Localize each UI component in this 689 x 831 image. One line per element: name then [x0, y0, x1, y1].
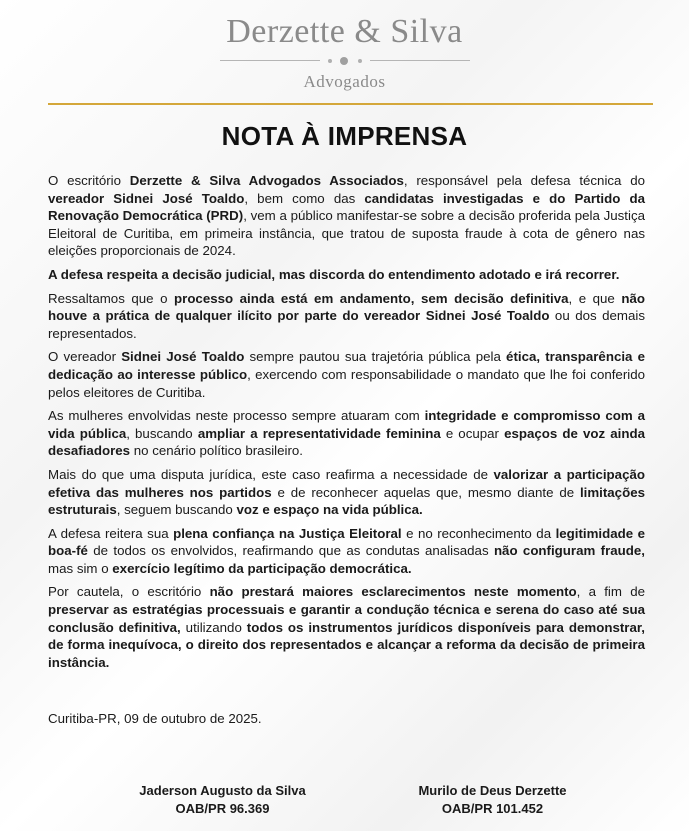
paragraph-text: As mulheres envolvidas neste processo sempre atuaram com: [48, 408, 425, 424]
ornament-line-left: [220, 60, 320, 61]
header-divider: [48, 103, 653, 105]
ornament-line-right: [370, 60, 470, 61]
emphasis-text: plena confiança na Justiça Eleitoral: [173, 525, 402, 541]
body-paragraph: [48, 348, 645, 401]
emphasis-text: ética, transparência e dedicação ao interesse público: [48, 349, 646, 382]
paragraph-text: , buscando: [126, 425, 198, 441]
emphasis-text: todos os instrumentos jurídicos disponíveis para demonstrar, de forma inequívoca, o direito dos representados e alcançar a reforma da decisão de primeira instância.: [48, 619, 645, 670]
paragraph-text: , vem a público manifestar-se sobre a decisão proferida pela Justiça Eleitoral de Curitiba, em primeira instância, que tratou de suposta fraude à cota de gênero nas eleições proporcionais de 2024.: [48, 208, 645, 259]
paragraph-text: A defesa reitera sua: [48, 525, 174, 541]
signatory-oab: OAB/PR 101.452: [441, 801, 544, 816]
emphasis-text: Derzette & Silva Advogados Associados: [129, 173, 404, 188]
paragraph-text: ou dos demais representados.: [48, 308, 645, 341]
signature-block: [110, 782, 335, 818]
paragraph-text: de todos os envolvidos, reafirmando que as condutas analisadas: [87, 543, 494, 559]
logo-ornament: [220, 56, 470, 66]
paragraph-text: O escritório: [48, 173, 130, 188]
body-paragraph: [48, 172, 645, 260]
body-paragraph: [48, 466, 645, 519]
emphasis-text: não prestará maiores esclarecimentos neste momento: [209, 584, 577, 600]
body-paragraph: [48, 583, 645, 671]
emphasis-text: Sidnei José Toaldo: [121, 349, 245, 365]
paragraph-text: utilizando: [180, 619, 247, 635]
emphasis-text: não houve a prática de qualquer ilícito por parte do vereador Sidnei José Toaldo: [48, 290, 645, 324]
signatory-name: Jaderson Augusto da Silva: [139, 783, 306, 798]
emphasis-text: candidatas investigadas e do Partido da Renovação Democrática (PRD): [48, 190, 646, 224]
emphasis-text: não configuram fraude,: [493, 543, 645, 559]
body-paragraph: [48, 407, 645, 460]
paragraph-text: mas sim o: [48, 560, 113, 576]
paragraph-text: , a fim de: [576, 584, 645, 600]
emphasis-text: exercício legítimo da participação democrática.: [112, 560, 412, 576]
emphasis-text: legitimidade e boa-fé: [48, 525, 646, 559]
paragraph-text: , e que: [568, 290, 622, 306]
letterhead: [0, 12, 689, 92]
emphasis-text: ampliar a representatividade feminina: [197, 425, 441, 441]
firm-logo-subtitle: Advogados: [303, 72, 386, 91]
emphasis-text: vereador Sidnei José Toaldo: [48, 190, 245, 206]
body-paragraph: [48, 525, 645, 578]
paragraph-text: Ressaltamos que o: [48, 290, 175, 306]
signatory-name: Murilo de Deus Derzette: [418, 783, 567, 798]
paragraph-text: Por cautela, o escritório: [48, 584, 210, 600]
document-title: NOTA À IMPRENSA: [221, 121, 468, 151]
paragraph-text: , exercendo com responsabilidade o mandato que lhe foi conferido pelos eleitores de Curitiba.: [48, 366, 645, 400]
paragraph-text: no cenário político brasileiro.: [130, 443, 303, 459]
firm-logo-name: Derzette & Silva: [226, 13, 463, 50]
signatory-oab: OAB/PR 96.369: [175, 801, 270, 816]
emphasis-text: limitações estruturais: [48, 484, 645, 518]
body-paragraph: [48, 266, 645, 284]
emphasis-text: espaços de voz ainda desafiadores: [48, 425, 645, 459]
document-body: [48, 172, 645, 677]
emphasis-text: voz e espaço na vida pública.: [236, 502, 423, 518]
paragraph-text: , responsável pela defesa técnica do: [403, 173, 645, 188]
emphasis-text: integridade e compromisso com a vida pública: [48, 408, 645, 441]
emphasis-text: valorizar a participação efetiva das mulheres nos partidos: [48, 466, 645, 500]
paragraph-text: e no reconhecimento da: [401, 525, 556, 541]
document-date: Curitiba-PR, 09 de outubro de 2025.: [48, 711, 262, 726]
paragraph-text: e ocupar: [440, 425, 505, 441]
paragraph-text: Mais do que uma disputa jurídica, este caso reafirma a necessidade de: [48, 466, 494, 482]
signature-block: [380, 782, 605, 818]
paragraph-text: O vereador: [48, 349, 122, 365]
paragraph-text: sempre pautou sua trajetória pública pela: [244, 349, 507, 365]
emphasis-text: A defesa respeita a decisão judicial, mas discorda do entendimento adotado e irá recorrer.: [48, 266, 620, 282]
emphasis-text: preservar as estratégias processuais e garantir a condução técnica e serena do caso até sua conclusão definitiva,: [48, 602, 645, 635]
emphasis-text: processo ainda está em andamento, sem decisão definitiva: [174, 290, 569, 306]
paragraph-text: , seguem buscando: [116, 502, 237, 518]
body-paragraph: [48, 290, 645, 343]
paragraph-text: , bem como das: [244, 190, 365, 206]
paragraph-text: e de reconhecer aquelas que, mesmo diante de: [271, 484, 580, 500]
ornament-dots: [328, 56, 362, 66]
